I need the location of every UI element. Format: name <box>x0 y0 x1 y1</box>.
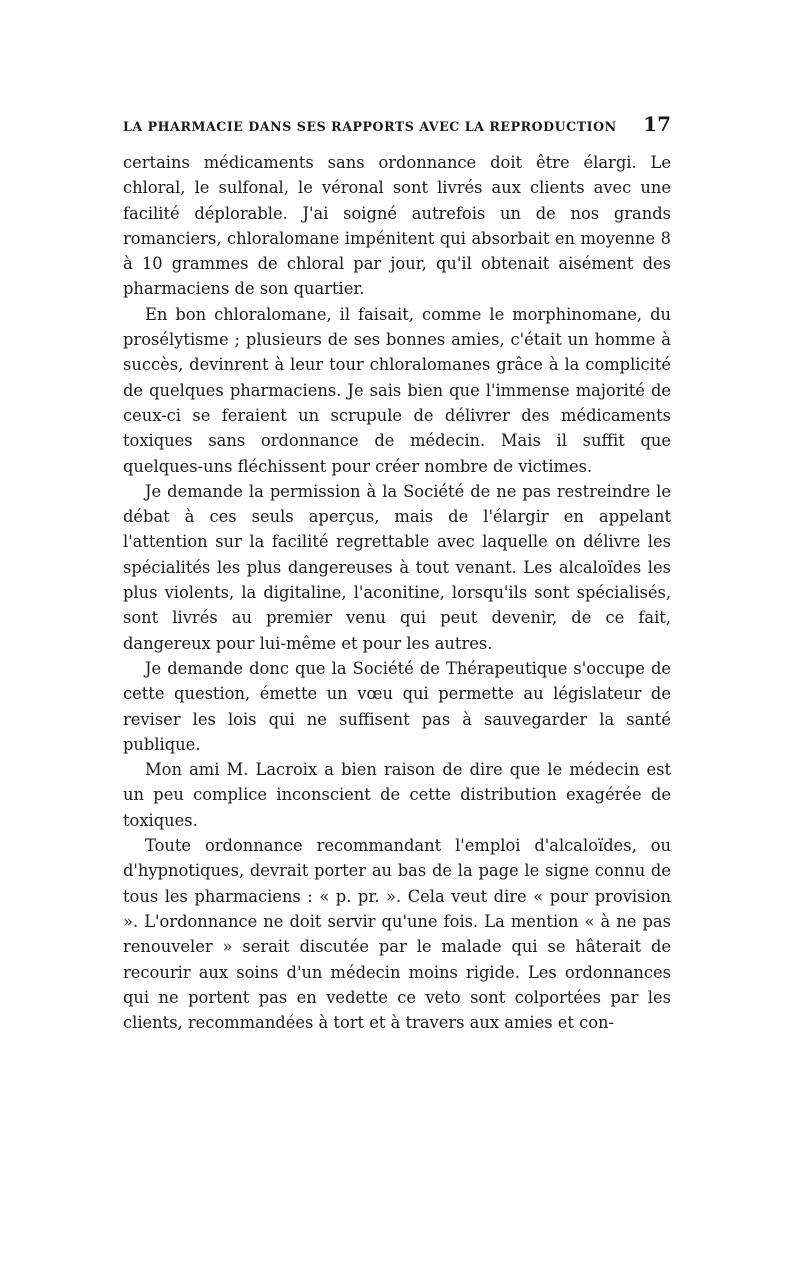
paragraph: Toute ordonnance recommandant l'emploi d'alcaloïdes, ou d'hypnotiques, devrait porter au bas de la page le signe connu de tous les pharmaciens : « p. pr. ». Cela veut dire « pour provision ». L'ordonnance ne doit servir qu'une fois. La mention « à ne pas renouveler » serait discutée par le malade qui se hâterait de recourir aux soins d'un médecin moins rigide. Les ordonnances qui ne portent pas en vedette ce veto sont colportées par les clients, recommandées à tort et à travers aux amies et con- <box>123 836 671 1033</box>
running-header <box>123 112 671 142</box>
book-page <box>123 112 671 1035</box>
paragraph: Mon ami M. Lacroix a bien raison de dire que le médecin est un peu complice inconscient de cette distribution exagérée de toxiques. <box>123 760 671 830</box>
paragraph: En bon chloralomane, il faisait, comme le morphinomane, du prosélytisme ; plusieurs de ses bonnes amies, c'était un homme à succès, devinrent à leur tour chloralomanes grâce à la complicité de quelques pharmaciens. Je sais bien que l'immense majorité de ceux-ci se feraient un scrupule de délivrer des médicaments toxiques sans ordonnance de médecin. Mais il suffit que quelques-uns fléchissent pour créer nombre de victimes. <box>123 304 671 476</box>
paragraph: Je demande la permission à la Société de ne pas restreindre le débat à ces seuls aperçus, mais de l'élargir en appelant l'attention sur la facilité regrettable avec laquelle on délivre les spécialités les plus dangereuses à tout venant. Les alcaloïdes les plus violents, la digitaline, l'aconitine, lorsqu'ils sont spécialisés, sont livrés au premier venu qui peut devenir, de ce fait, dangereux pour lui-même et pour les autres. <box>123 481 671 653</box>
body-text <box>123 150 671 1035</box>
running-title: LA PHARMACIE DANS SES RAPPORTS AVEC LA REPRODUCTION <box>123 119 617 134</box>
page-number: 17 <box>643 112 671 136</box>
paragraph: Je demande donc que la Société de Thérapeutique s'occupe de cette question, émette un vœu qui permette au législateur de reviser les lois qui ne suffisent pas à sauvegarder la santé publique. <box>123 658 671 754</box>
paragraph: certains médicaments sans ordonnance doit être élargi. Le chloral, le sulfonal, le véronal sont livrés aux clients avec une facilité déplorable. J'ai soigné autrefois un de nos grands romanciers, chloralomane impénitent qui absorbait en moyenne 8 à 10 grammes de chloral par jour, qu'il obtenait aisément des pharmaciens de son quartier. <box>123 153 671 299</box>
